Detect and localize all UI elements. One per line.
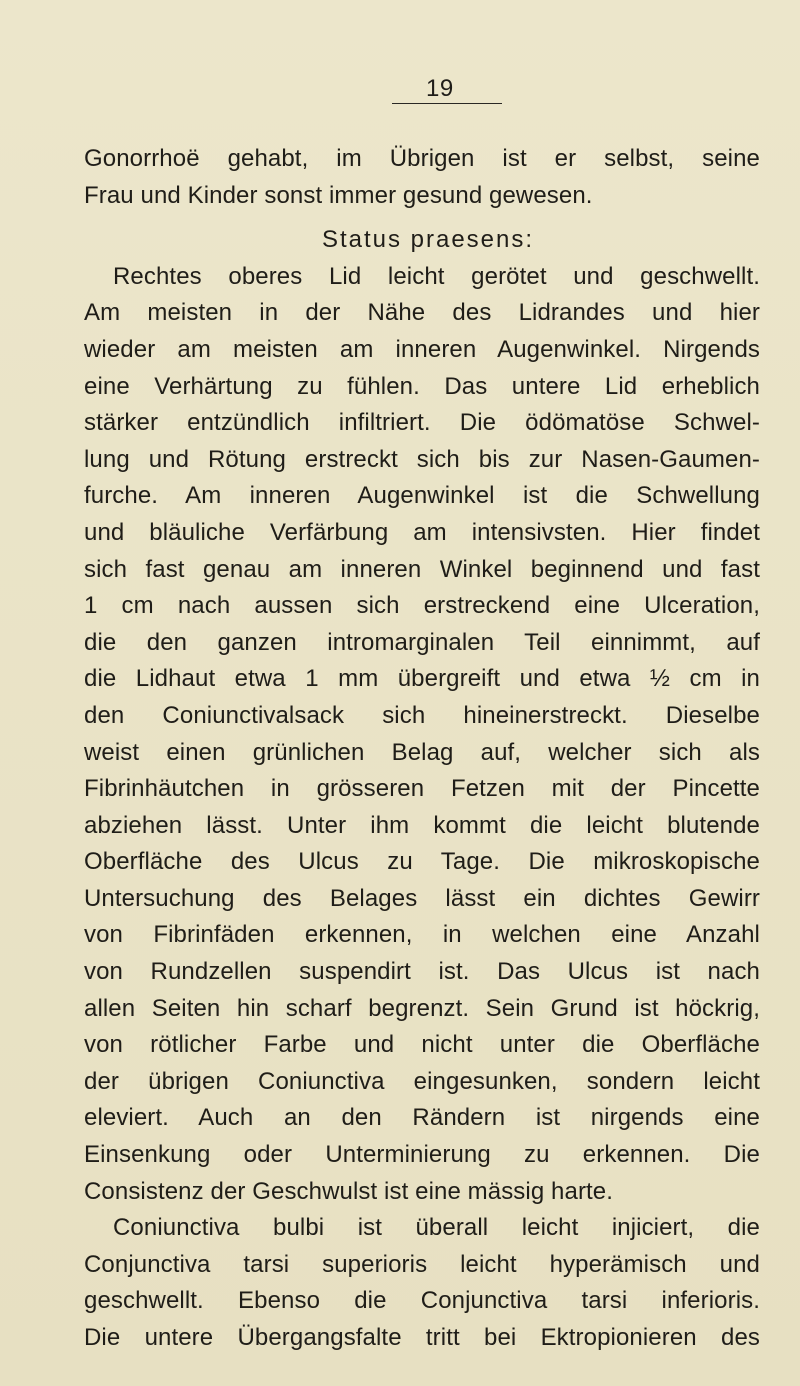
text-line: von rötlicher Farbe und nicht unter die Oberfläche [84, 1031, 760, 1059]
text-line: eleviert. Auch an den Rändern ist nirgends eine [84, 1104, 760, 1132]
paragraph-gap [84, 214, 760, 222]
section-heading: Status praesens: [321, 226, 535, 254]
text-line: die Lidhaut etwa 1 mm übergreift und etwa ½ cm in [84, 665, 760, 693]
text-line: von Fibrinfäden erkennen, in welchen eine Anzahl [84, 921, 760, 949]
text-line: Coniunctiva bulbi ist überall leicht injiciert, die [113, 1214, 760, 1242]
text-line: Untersuchung des Belages lässt ein dichtes Gewirr [84, 884, 760, 912]
text-line: die den ganzen intromarginalen Teil einnimmt, auf [84, 628, 760, 656]
text-line: Rechtes oberes Lid leicht gerötet und geschwellt. [113, 262, 760, 290]
text-line: Consistenz der Geschwulst ist eine mässig harte. [84, 1177, 614, 1205]
text-line: abziehen lässt. Unter ihm kommt die leicht blutende [84, 811, 760, 839]
text-line: furche. Am inneren Augenwinkel ist die Schwellung [84, 482, 760, 510]
text-line: Am meisten in der Nähe des Lidrandes und hier [84, 299, 760, 327]
text-line: Fibrinhäutchen in grösseren Fetzen mit der Pincette [84, 775, 760, 803]
text-line: geschwellt. Ebenso die Conjunctiva tarsi inferioris. [84, 1287, 760, 1315]
text-line: der übrigen Coniunctiva eingesunken, sondern leicht [84, 1067, 760, 1095]
text-line: eine Verhärtung zu fühlen. Das untere Lid erheblich [84, 372, 760, 400]
text-line: Oberfläche des Ulcus zu Tage. Die mikroskopische [84, 848, 760, 876]
header-rule [392, 103, 502, 104]
text-line: allen Seiten hin scharf begrenzt. Sein Grund ist höckrig, [84, 994, 760, 1022]
text-line: Frau und Kinder sonst immer gesund gewesen. [84, 181, 593, 209]
text-line: wieder am meisten am inneren Augenwinkel. Nirgends [84, 335, 760, 363]
text-line: stärker entzündlich infiltriert. Die ödömatöse Schwel- [84, 409, 760, 437]
text-line: lung und Rötung erstreckt sich bis zur Nasen-Gaumen- [84, 445, 760, 473]
text-line: Gonorrhoë gehabt, im Übrigen ist er selbst, seine [84, 145, 760, 172]
text-line: Conjunctiva tarsi superioris leicht hyperämisch und [84, 1250, 760, 1278]
text-line: Einsenkung oder Unterminierung zu erkennen. Die [84, 1141, 760, 1169]
text-line: von Rundzellen suspendirt ist. Das Ulcus ist nach [84, 958, 760, 986]
text-line: den Coniunctivalsack sich hineinerstreckt. Dieselbe [84, 701, 760, 729]
page-header [392, 76, 502, 108]
text-line: und bläuliche Verfärbung am intensivsten. Hier findet [84, 518, 760, 546]
text-line: Die untere Übergangsfalte tritt bei Ektropionieren des [84, 1324, 760, 1351]
text-line: weist einen grünlichen Belag auf, welcher sich als [84, 738, 760, 766]
page-number: 19 [426, 75, 454, 102]
text-line: 1 cm nach aussen sich erstreckend eine Ulceration, [84, 592, 760, 620]
text-line: sich fast genau am inneren Winkel beginnend und fast [84, 555, 760, 583]
body-text [84, 141, 760, 1357]
